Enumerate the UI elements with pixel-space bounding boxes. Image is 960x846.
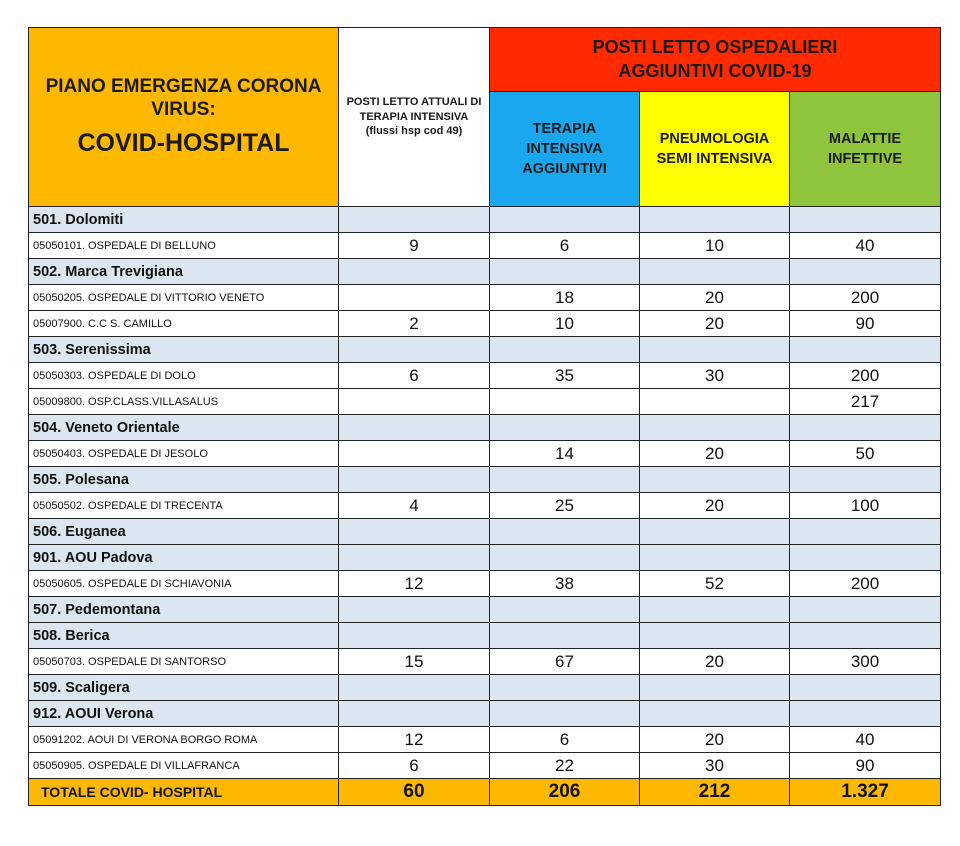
pneumologia-cell: [640, 259, 790, 285]
terapia-cell: 38: [490, 571, 640, 597]
current-beds-cell: 12: [339, 727, 490, 753]
hospital-row: [29, 493, 941, 519]
hospital-row: [29, 363, 941, 389]
current-beds-label: POSTI LETTO ATTUALI DI TERAPIA INTENSIVA: [346, 95, 482, 123]
pneumologia-cell: [640, 337, 790, 363]
row-label: 912. AOUI Verona: [29, 701, 339, 727]
section-row: [29, 675, 941, 701]
group-label-line-2: AGGIUNTIVI COVID-19: [618, 60, 812, 81]
current-beds-cell: [339, 467, 490, 493]
pneumologia-cell: 20: [640, 285, 790, 311]
total-row: [29, 779, 941, 806]
total-pneumologia: 212: [640, 779, 790, 806]
terapia-cell: [490, 701, 640, 727]
covid-hospital-sheet: [28, 27, 941, 806]
hospital-row: [29, 233, 941, 259]
terapia-cell: 18: [490, 285, 640, 311]
terapia-cell: 35: [490, 363, 640, 389]
section-row: [29, 259, 941, 285]
row-label: 05050502. OSPEDALE DI TRECENTA: [29, 493, 339, 519]
malattie-cell: [790, 207, 941, 233]
malattie-cell: 90: [790, 753, 941, 779]
terapia-cell: 14: [490, 441, 640, 467]
current-beds-cell: 9: [339, 233, 490, 259]
pneumologia-cell: 20: [640, 727, 790, 753]
current-beds-cell: [339, 415, 490, 441]
terapia-cell: [490, 207, 640, 233]
current-beds-cell: 6: [339, 363, 490, 389]
row-label: 05091202. AOUI DI VERONA BORGO ROMA: [29, 727, 339, 753]
pneumologia-cell: [640, 597, 790, 623]
hospital-row: [29, 285, 941, 311]
current-beds-cell: [339, 597, 490, 623]
current-beds-cell: 4: [339, 493, 490, 519]
malattie-cell: [790, 623, 941, 649]
current-beds-cell: 6: [339, 753, 490, 779]
malattie-cell: 200: [790, 571, 941, 597]
hospital-row: [29, 649, 941, 675]
section-row: [29, 415, 941, 441]
malattie-cell: 100: [790, 493, 941, 519]
pneumologia-cell: [640, 701, 790, 727]
malattie-cell: [790, 415, 941, 441]
malattie-cell: 217: [790, 389, 941, 415]
malattie-cell: [790, 337, 941, 363]
hospital-row: [29, 753, 941, 779]
row-label: 509. Scaligera: [29, 675, 339, 701]
malattie-cell: 40: [790, 727, 941, 753]
pneumologia-cell: [640, 207, 790, 233]
row-label: 05050703. OSPEDALE DI SANTORSO: [29, 649, 339, 675]
terapia-cell: [490, 467, 640, 493]
pneumologia-cell: 20: [640, 441, 790, 467]
row-label: 502. Marca Trevigiana: [29, 259, 339, 285]
malattie-cell: [790, 701, 941, 727]
row-label: 05050303. OSPEDALE DI DOLO: [29, 363, 339, 389]
section-row: [29, 545, 941, 571]
malattie-cell: [790, 519, 941, 545]
row-label: 05050101. OSPEDALE DI BELLUNO: [29, 233, 339, 259]
malattie-cell: [790, 675, 941, 701]
pneumologia-cell: 52: [640, 571, 790, 597]
pneumologia-cell: [640, 389, 790, 415]
terapia-cell: [490, 597, 640, 623]
terapia-cell: [490, 259, 640, 285]
pneumologia-cell: [640, 519, 790, 545]
malattie-cell: [790, 545, 941, 571]
total-current: 60: [339, 779, 490, 806]
section-row: [29, 623, 941, 649]
terapia-cell: [490, 337, 640, 363]
terapia-cell: 67: [490, 649, 640, 675]
terapia-cell: 6: [490, 727, 640, 753]
row-label: 05007900. C.C S. CAMILLO: [29, 311, 339, 337]
row-label: 507. Pedemontana: [29, 597, 339, 623]
beds-table: [28, 27, 941, 806]
pneumologia-cell: 20: [640, 649, 790, 675]
current-beds-cell: [339, 337, 490, 363]
current-beds-cell: [339, 285, 490, 311]
current-beds-cell: [339, 259, 490, 285]
pneumologia-cell: 30: [640, 363, 790, 389]
total-malattie: 1.327: [790, 779, 941, 806]
row-label: 505. Polesana: [29, 467, 339, 493]
pneumologia-cell: 10: [640, 233, 790, 259]
hospital-row: [29, 571, 941, 597]
row-label: 501. Dolomiti: [29, 207, 339, 233]
terapia-intensiva-header: TERAPIA INTENSIVA AGGIUNTIVI: [490, 92, 640, 207]
current-beds-cell: 2: [339, 311, 490, 337]
total-label: TOTALE COVID- HOSPITAL: [29, 779, 339, 806]
current-beds-cell: [339, 701, 490, 727]
hospital-row: [29, 441, 941, 467]
malattie-cell: 40: [790, 233, 941, 259]
row-label: 05009800. OSP.CLASS.VILLASALUS: [29, 389, 339, 415]
row-label: 503. Serenissima: [29, 337, 339, 363]
malattie-cell: 200: [790, 363, 941, 389]
pneumologia-cell: [640, 415, 790, 441]
terapia-cell: [490, 675, 640, 701]
hospital-row: [29, 727, 941, 753]
section-row: [29, 467, 941, 493]
hospital-row: [29, 389, 941, 415]
row-label: 506. Euganea: [29, 519, 339, 545]
pneumologia-cell: [640, 623, 790, 649]
pneumologia-header: PNEUMOLOGIA SEMI INTENSIVA: [640, 92, 790, 207]
current-beds-cell: [339, 623, 490, 649]
malattie-cell: 50: [790, 441, 941, 467]
terapia-cell: 10: [490, 311, 640, 337]
terapia-cell: [490, 545, 640, 571]
row-label: 05050403. OSPEDALE DI JESOLO: [29, 441, 339, 467]
current-beds-cell: 12: [339, 571, 490, 597]
current-beds-cell: [339, 545, 490, 571]
terapia-cell: 22: [490, 753, 640, 779]
current-beds-note: (flussi hsp cod 49): [365, 125, 463, 138]
malattie-cell: [790, 597, 941, 623]
sheet-title: [29, 28, 339, 207]
malattie-cell: 200: [790, 285, 941, 311]
terapia-cell: 6: [490, 233, 640, 259]
pneumologia-cell: 20: [640, 493, 790, 519]
current-beds-cell: [339, 675, 490, 701]
row-label: 05050905. OSPEDALE DI VILLAFRANCA: [29, 753, 339, 779]
section-row: [29, 519, 941, 545]
malattie-cell: 300: [790, 649, 941, 675]
row-label: 504. Veneto Orientale: [29, 415, 339, 441]
current-beds-cell: [339, 519, 490, 545]
terapia-cell: [490, 415, 640, 441]
section-row: [29, 701, 941, 727]
row-label: 05050605. OSPEDALE DI SCHIAVONIA: [29, 571, 339, 597]
pneumologia-cell: [640, 675, 790, 701]
malattie-infettive-header: MALATTIE INFETTIVE: [790, 92, 941, 207]
terapia-cell: [490, 623, 640, 649]
pneumologia-cell: [640, 467, 790, 493]
malattie-cell: [790, 259, 941, 285]
current-beds-cell: [339, 441, 490, 467]
group-label-line-1: POSTI LETTO OSPEDALIERI: [592, 37, 838, 58]
section-row: [29, 597, 941, 623]
malattie-cell: 90: [790, 311, 941, 337]
section-row: [29, 337, 941, 363]
terapia-cell: [490, 389, 640, 415]
row-label: 508. Berica: [29, 623, 339, 649]
current-beds-cell: [339, 389, 490, 415]
malattie-cell: [790, 467, 941, 493]
hospital-row: [29, 311, 941, 337]
row-label: 901. AOU Padova: [29, 545, 339, 571]
title-line-2: COVID-HOSPITAL: [77, 129, 290, 158]
section-row: [29, 207, 941, 233]
additional-beds-header: [490, 28, 941, 92]
terapia-cell: 25: [490, 493, 640, 519]
pneumologia-cell: [640, 545, 790, 571]
current-beds-header: [339, 28, 490, 207]
title-line-1: PIANO EMERGENZA CORONA VIRUS:: [45, 75, 322, 121]
current-beds-cell: 15: [339, 649, 490, 675]
pneumologia-cell: 30: [640, 753, 790, 779]
total-terapia: 206: [490, 779, 640, 806]
row-label: 05050205. OSPEDALE DI VITTORIO VENETO: [29, 285, 339, 311]
pneumologia-cell: 20: [640, 311, 790, 337]
current-beds-cell: [339, 207, 490, 233]
terapia-cell: [490, 519, 640, 545]
